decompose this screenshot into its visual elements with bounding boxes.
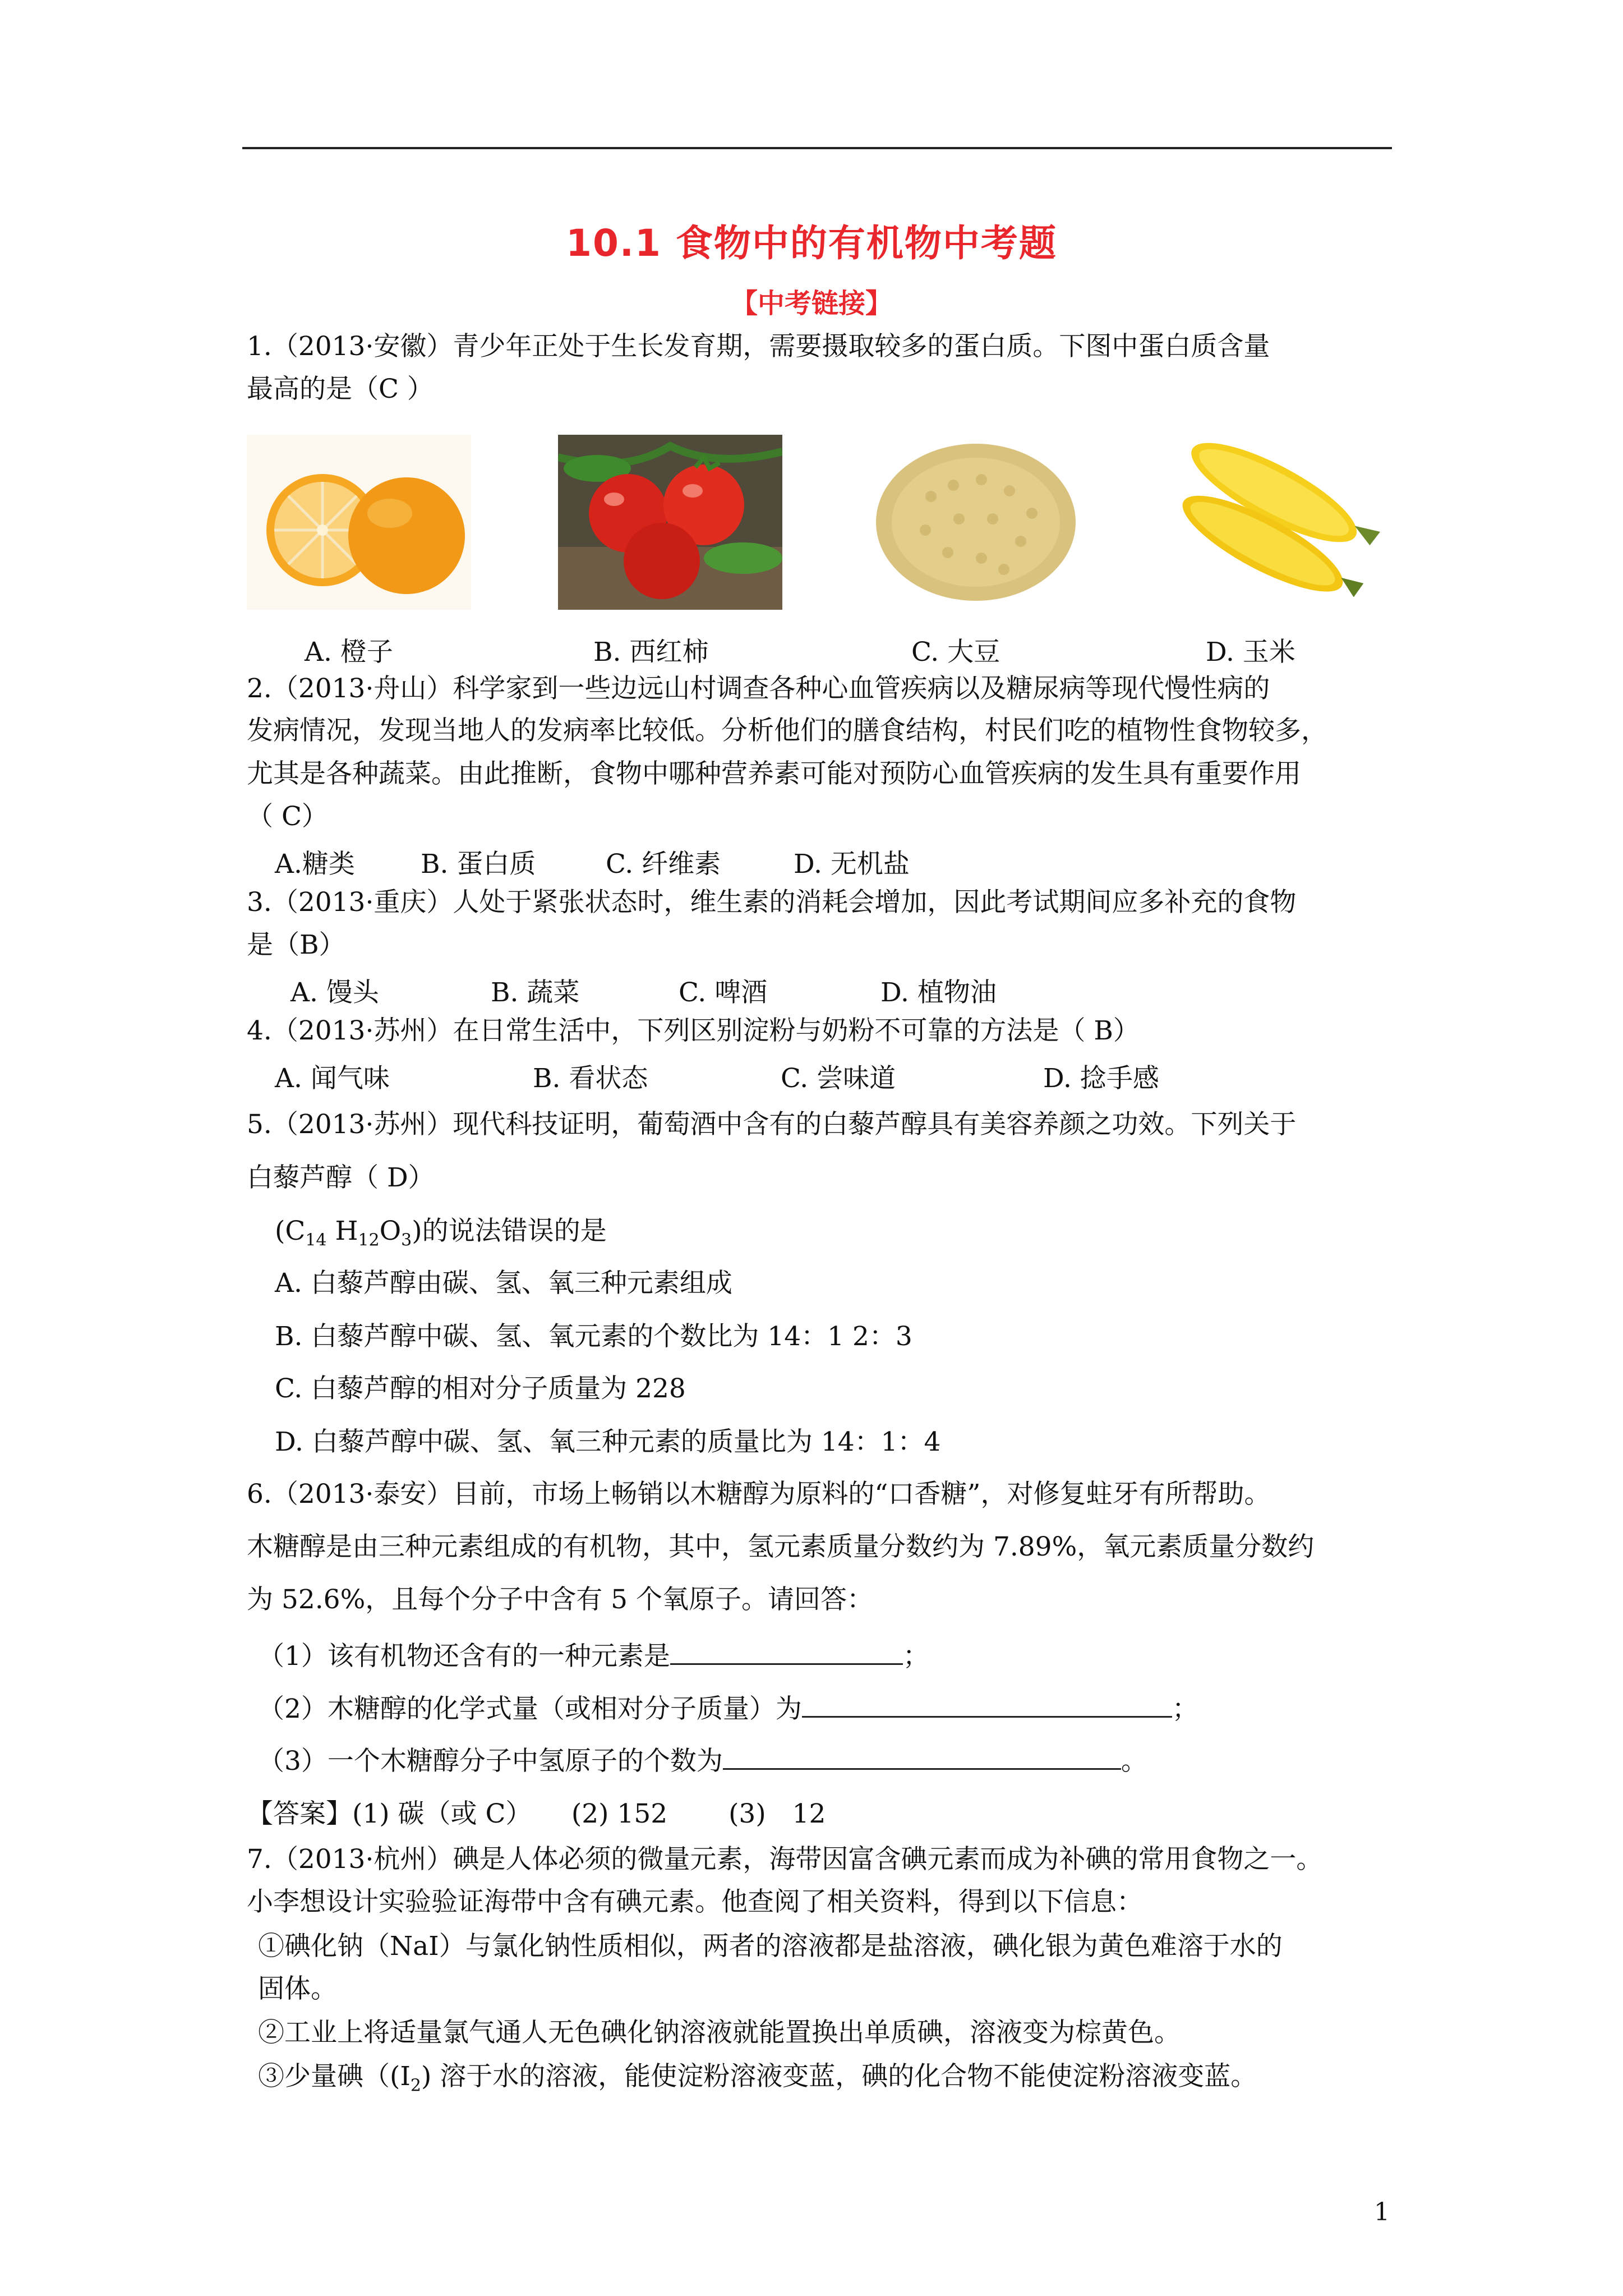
q1-option-a: A. 橙子 [305,637,393,668]
formula-h-sub: 12 [358,1230,380,1250]
q6-sub3-text: （3）一个木糖醇分子中氢原子的个数为 [258,1746,723,1777]
q2-line1: 2.（2013·舟山）科学家到一些边远山村调查各种心血管疾病以及糖尿病等现代慢性病的 [247,673,1270,704]
q1-line1: 1.（2013·安徽）青少年正处于生长发育期，需要摄取较多的蛋白质。下图中蛋白质含量 [247,331,1270,362]
q4-option-b: B. 看状态 [533,1063,648,1094]
q1-option-c: C. 大豆 [911,637,1000,668]
section-heading: 【中考链接】 [730,288,892,319]
q2-line3: 尤其是各种蔬菜。由此推断，食物中哪种营养素可能对预防心血管疾病的发生具有重要作用 [247,758,1301,789]
formula-o: O [379,1216,402,1246]
q7-info2: ②工业上将适量氯气通人无色碘化钠溶液就能置换出单质碘，溶液变为棕黄色。 [258,2017,1181,2048]
q5-formula-line [275,1214,607,1257]
q7-info3 [258,2060,1257,2102]
q6-sub3-end: 。 [1121,1746,1147,1777]
q1-line2: 最高的是（C ） [247,374,434,404]
q3-option-c: C. 啤酒 [679,977,768,1008]
q6-sub1-end: ； [902,1641,929,1672]
q7-info3-start: ③少量碘（(I [258,2061,411,2092]
q4-line1: 4.（2013·苏州）在日常生活中，下列区别淀粉与奶粉不可靠的方法是（ B） [247,1015,1140,1046]
q7-info3-end: ) 溶于水的溶液，能使淀粉溶液变蓝，碘的化合物不能使淀粉溶液变蓝。 [421,2061,1257,2092]
q6-answer-blank-2[interactable] [802,1689,1172,1718]
q5-option-b: B. 白藜芦醇中碳、氢、氧元素的个数比为 14：1 2：3 [275,1321,912,1352]
q6-answer-blank-3[interactable] [723,1741,1121,1770]
q4-option-d: D. 捻手感 [1043,1063,1159,1094]
q2-option-c: C. 纤维素 [606,849,721,880]
q3-option-a: A. 馒头 [291,977,379,1008]
q7-info1b: 固体。 [258,1973,337,2004]
orange-photo [247,435,471,610]
q7-line2: 小李想设计实验验证海带中含有碘元素。他查阅了相关资料，得到以下信息： [247,1887,1143,1917]
q3-line2: 是（B） [247,930,345,960]
q6-sub2-text: （2）木糖醇的化学式量（或相对分子质量）为 [258,1694,802,1724]
soybean-photo [864,435,1088,610]
q6-answer-blank-1[interactable] [670,1636,903,1665]
q2-option-d: D. 无机盐 [794,849,910,880]
q1-option-b: B. 西红柿 [593,637,709,668]
q2-line4: （ C） [247,801,328,832]
q7-info1a: ①碘化钠（NaI）与氯化钠性质相似，两者的溶液都是盐溶液，碘化银为黄色难溶于水的 [258,1931,1283,1962]
formula-c-sub: 14 [305,1230,327,1250]
corn-photo [1164,435,1388,610]
q2-line2: 发病情况，发现当地人的发病率比较低。分析他们的膳食结构，村民们吃的植物性食物较多， [247,715,1327,746]
q6-line2: 木糖醇是由三种元素组成的有机物，其中，氢元素质量分数约为 7.89%，氧元素质量分数约 [247,1531,1315,1562]
q6-line3: 为 52.6%，且每个分子中含有 5 个氧原子。请回答： [247,1584,874,1615]
q4-option-a: A. 闻气味 [275,1063,390,1094]
formula-h: H [326,1216,358,1246]
q6-sub2 [258,1689,1198,1726]
page-number: 1 [1374,2198,1390,2226]
q3-line1: 3.（2013·重庆）人处于紧张状态时，维生素的消耗会增加，因此考试期间应多补充的食物 [247,887,1297,918]
q5-option-d: D. 白藜芦醇中碳、氢、氧三种元素的质量比为 14：1：4 [275,1427,941,1457]
q2-option-a: A.糖类 [275,849,355,880]
q5-line1: 5.（2013·苏州）现代科技证明，葡萄酒中含有的白藜芦醇具有美容养颜之功效。下列关于 [247,1109,1297,1140]
q4-option-c: C. 尝味道 [781,1063,896,1094]
q2-option-b: B. 蛋白质 [421,849,536,880]
q3-option-d: D. 植物油 [880,977,997,1008]
q1-option-d: D. 玉米 [1206,637,1295,668]
q6-answer: 【答案】(1) 碳（或 C） (2) 152 (3) 12 [247,1798,826,1829]
q5-option-c: C. 白藜芦醇的相对分子质量为 228 [275,1373,686,1404]
tomato-photo [558,435,782,610]
q6-sub1-text: （1）该有机物还含有的一种元素是 [258,1641,670,1672]
page-title: 10.1 食物中的有机物中考题 [566,222,1057,265]
q7-info3-sub: 2 [410,2076,421,2096]
q7-line1: 7.（2013·杭州）碘是人体必须的微量元素，海带因富含碘元素而成为补碘的常用食物之一。 [247,1844,1323,1875]
q6-sub3 [258,1741,1147,1778]
q3-option-b: B. 蔬菜 [491,977,580,1008]
q5-line2: 白藜芦醇（ D） [247,1162,435,1193]
q5-option-a: A. 白藜芦醇由碳、氢、氧三种元素组成 [275,1268,732,1299]
formula-c: (C [275,1216,306,1246]
q6-line1: 6.（2013·泰安）目前，市场上畅销以木糖醇为原料的“口香糖”，对修复蛀牙有所帮助。 [247,1479,1271,1510]
formula-rest: )的说法错误的是 [412,1216,607,1246]
q6-sub2-end: ； [1172,1694,1198,1724]
formula-o-sub: 3 [401,1230,412,1250]
q6-sub1 [258,1636,929,1673]
header-rule [242,147,1392,149]
